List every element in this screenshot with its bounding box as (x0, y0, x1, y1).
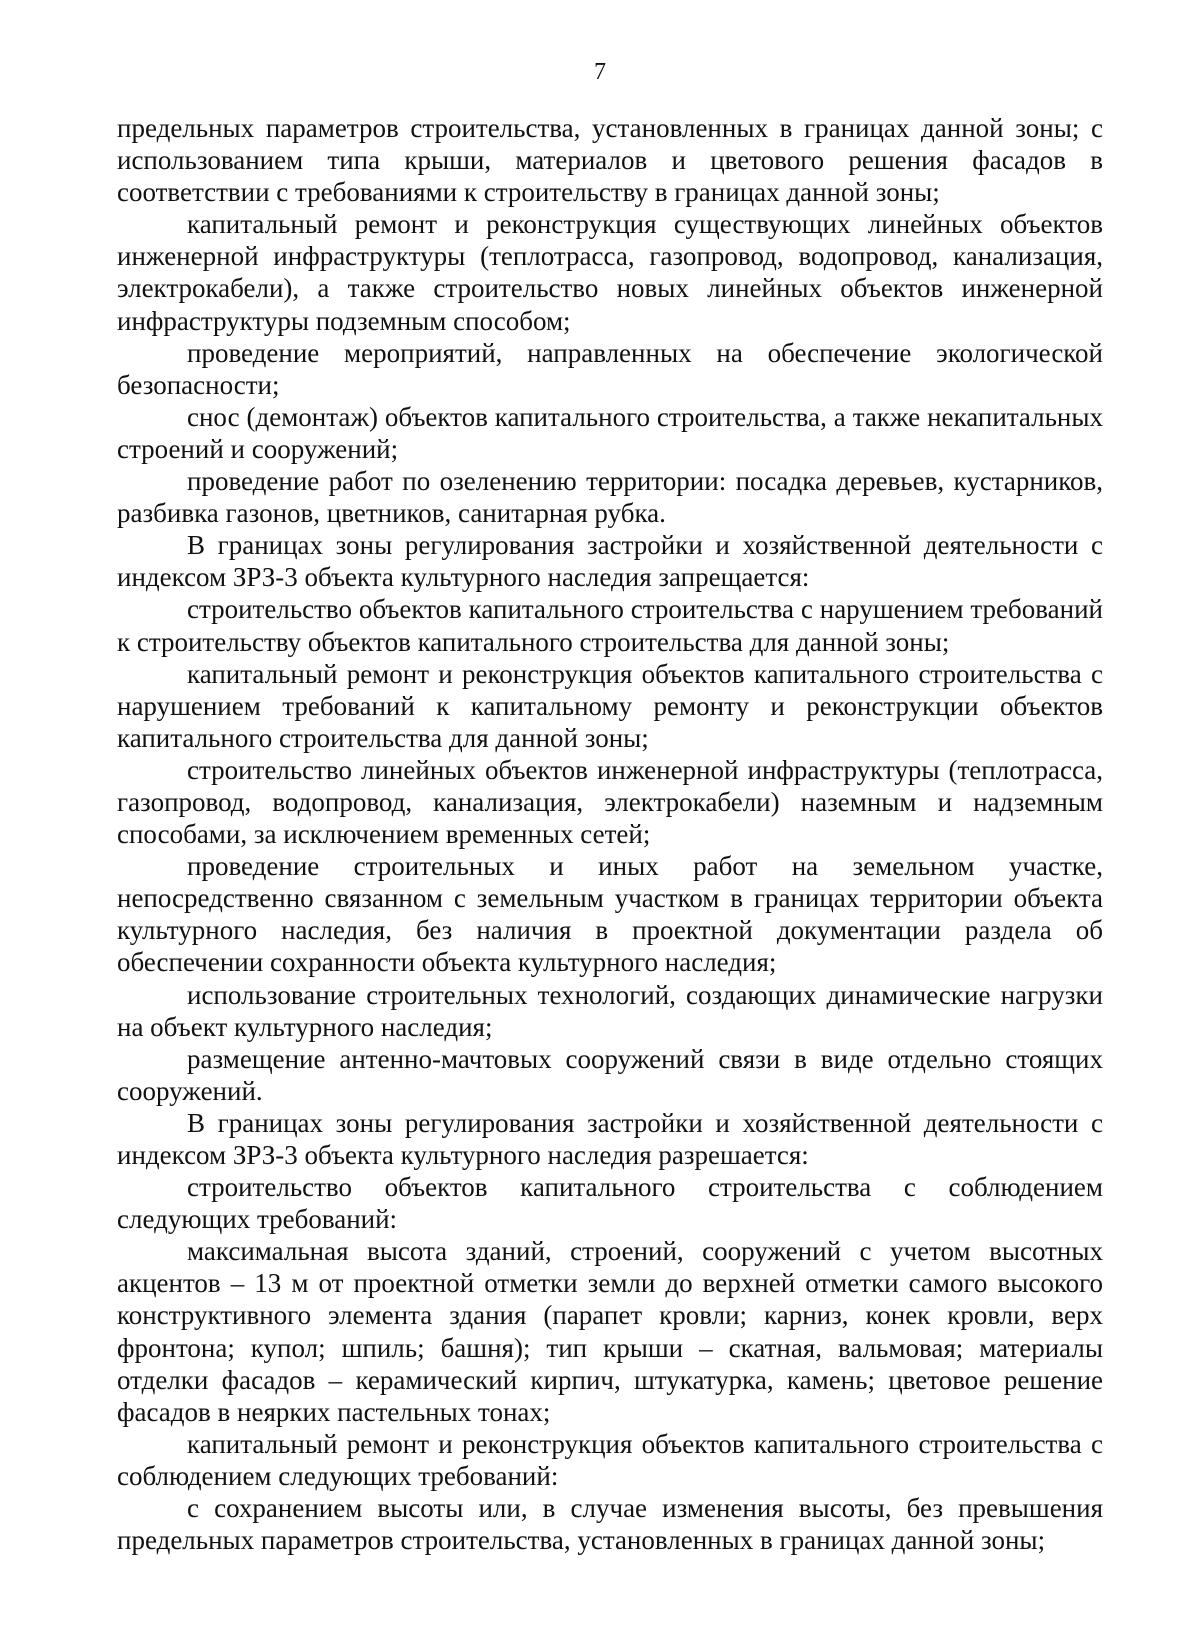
paragraph: капитальный ремонт и реконструкция объектов капитального строительства с нарушением требований к капитальному ремонту и реконструкции объектов капитального строительства для данной зоны; (117, 658, 1103, 753)
paragraph: проведение работ по озеленению территории: посадка деревьев, кустарников, разбивка газонов, цветников, санитарная рубка. (117, 466, 1103, 529)
paragraph: строительство объектов капитального строительства с нарушением требований к строительству объектов капитального строительства для данной зоны; (117, 594, 1103, 657)
paragraph: максимальная высота зданий, строений, сооружений с учетом высотных акцентов – 13 м от проектной отметки земли до верхней отметки самого высокого конструктивного элемента здания (парапет кровли; карниз, конек кровли, верх фронтона; купол; шпиль; башня); тип крыши – скатная, вальмовая; материалы отделки фасадов – керамический кирпич, штукатурка, камень; цветовое решение фасадов в неярких пастельных тонах; (117, 1236, 1103, 1427)
paragraph: В границах зоны регулирования застройки и хозяйственной деятельности с индексом ЗРЗ-3 объекта культурного наследия запрещается: (117, 530, 1103, 593)
paragraph: капитальный ремонт и реконструкция существующих линейных объектов инженерной инфраструктуры (теплотрасса, газопровод, водопровод, канализация, электрокабели), а также строительство новых линейных объектов инженерной инфраструктуры подземным способом; (117, 209, 1103, 336)
paragraph: проведение мероприятий, направленных на обеспечение экологической безопасности; (117, 337, 1103, 400)
paragraph: предельных параметров строительства, установленных в границах данной зоны; с использованием типа крыши, материалов и цветового решения фасадов в соответствии с требованиями к строительству в границах данной зоны; (117, 113, 1103, 208)
paragraph: снос (демонтаж) объектов капитального строительства, а также некапитальных строений и сооружений; (117, 401, 1103, 464)
paragraph: капитальный ремонт и реконструкция объектов капитального строительства с соблюдением следующих требований: (117, 1428, 1103, 1491)
document-body (117, 112, 1103, 1556)
paragraph: размещение антенно-мачтовых сооружений связи в виде отдельно стоящих сооружений. (117, 1043, 1103, 1106)
paragraph: строительство объектов капитального строительства с соблюдением следующих требований: (117, 1172, 1103, 1235)
paragraph: использование строительных технологий, создающих динамические нагрузки на объект культурного наследия; (117, 979, 1103, 1042)
paragraph: В границах зоны регулирования застройки и хозяйственной деятельности с индексом ЗРЗ-3 объекта культурного наследия разрешается: (117, 1107, 1103, 1170)
paragraph: с сохранением высоты или, в случае изменения высоты, без превышения предельных параметров строительства, установленных в границах данной зоны; (117, 1493, 1103, 1556)
paragraph: проведение строительных и иных работ на земельном участке, непосредственно связанном с земельным участком в границах территории объекта культурного наследия, без наличия в проектной документации раздела об обеспечении сохранности объекта культурного наследия; (117, 851, 1103, 978)
page-number: 7 (594, 59, 606, 85)
paragraph: строительство линейных объектов инженерной инфраструктуры (теплотрасса, газопровод, водопровод, канализация, электрокабели) наземным и надземным способами, за исключением временных сетей; (117, 754, 1103, 850)
